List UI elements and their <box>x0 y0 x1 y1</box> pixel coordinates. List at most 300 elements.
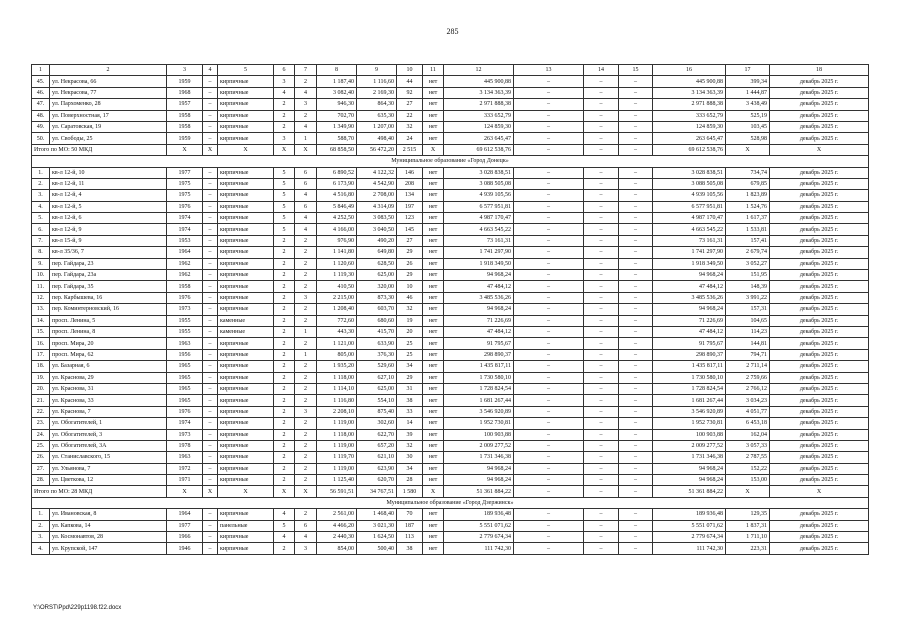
table-cell: декабрь 2025 г. <box>770 178 869 189</box>
table-cell: 2 679,74 <box>726 247 770 258</box>
table-cell: – <box>584 475 619 486</box>
table-cell: – <box>584 349 619 360</box>
table-cell: 1966 <box>167 532 203 543</box>
table-cell: декабрь 2025 г. <box>770 543 869 554</box>
table-cell: – <box>514 281 584 292</box>
table-cell: 734,74 <box>726 167 770 178</box>
table-row <box>32 304 869 315</box>
table-cell: – <box>619 87 653 98</box>
table-cell: 1964 <box>167 247 203 258</box>
table-cell: 1. <box>32 509 50 520</box>
table-cell: 21. <box>32 395 50 406</box>
table-cell: – <box>514 213 584 224</box>
table-cell: 679,85 <box>726 178 770 189</box>
table-cell: 635,30 <box>357 110 397 121</box>
table-cell: 1959 <box>167 133 203 144</box>
table-cell: – <box>584 292 619 303</box>
table-cell: – <box>619 326 653 337</box>
table-cell: ул. Станиславского, 15 <box>50 452 167 463</box>
table-cell: 2 009 277,52 <box>653 440 726 451</box>
table-cell: нет <box>423 326 444 337</box>
table-cell: 1 208,40 <box>317 304 357 315</box>
table-cell: кв-л 12-й, 11 <box>50 178 167 189</box>
table-cell: 263 645,47 <box>444 133 514 144</box>
table-cell: 4 987 170,47 <box>444 213 514 224</box>
table-cell: 4 <box>295 190 317 201</box>
table-cell: – <box>514 326 584 337</box>
table-cell: нет <box>423 235 444 246</box>
table-cell: 1955 <box>167 326 203 337</box>
table-cell: 445 900,88 <box>653 76 726 87</box>
table-cell: декабрь 2025 г. <box>770 258 869 269</box>
table-cell: 1976 <box>167 292 203 303</box>
table-cell: пер. Карбышева, 16 <box>50 292 167 303</box>
table-cell: – <box>584 178 619 189</box>
table-cell: 8. <box>32 247 50 258</box>
table-cell: 20. <box>32 383 50 394</box>
table-cell: 5 <box>274 224 295 235</box>
table-cell: 1962 <box>167 258 203 269</box>
table-cell: каменные <box>218 315 274 326</box>
table-cell: 1953 <box>167 235 203 246</box>
table-row <box>32 509 869 520</box>
table-cell: 1 119,30 <box>317 270 357 281</box>
table-cell: – <box>619 304 653 315</box>
table-cell: нет <box>423 99 444 110</box>
table-cell: 2 <box>274 258 295 269</box>
table-cell: 56 591,51 <box>317 486 357 497</box>
table-cell: 124 859,30 <box>444 121 514 132</box>
table-cell: ул. Саратовская, 19 <box>50 121 167 132</box>
table-cell: кв-л 12-й, 9 <box>50 224 167 235</box>
table-cell: – <box>514 361 584 372</box>
table-cell: – <box>514 235 584 246</box>
table-cell: – <box>514 201 584 212</box>
table-cell: – <box>514 76 584 87</box>
table-cell: декабрь 2025 г. <box>770 304 869 315</box>
table-cell: – <box>619 395 653 406</box>
table-cell: 2 <box>295 270 317 281</box>
section-heading: Муниципальное образование «Город Донецк» <box>32 156 869 167</box>
table-cell: – <box>619 383 653 394</box>
table-cell: 3 088 505,08 <box>653 178 726 189</box>
table-cell: – <box>514 486 584 497</box>
table-cell: 1975 <box>167 190 203 201</box>
table-cell: 47 484,12 <box>444 281 514 292</box>
table-cell: 2 <box>295 509 317 520</box>
table-cell: – <box>203 440 218 451</box>
table-cell: – <box>203 133 218 144</box>
table-cell: 4 <box>295 121 317 132</box>
table-cell: нет <box>423 87 444 98</box>
table-cell: 2 215,00 <box>317 292 357 303</box>
table-cell: 1 741 297,90 <box>653 247 726 258</box>
table-cell: 5 <box>274 167 295 178</box>
column-number-cell: 11 <box>423 65 444 76</box>
table-cell: 1 435 817,11 <box>444 361 514 372</box>
table-cell: 2 <box>295 281 317 292</box>
table-cell: 1 918 349,50 <box>653 258 726 269</box>
table-cell: 805,00 <box>317 349 357 360</box>
table-row <box>32 520 869 531</box>
table-cell: нет <box>423 121 444 132</box>
table-cell: – <box>619 532 653 543</box>
table-cell: 4 542,90 <box>357 178 397 189</box>
table-cell: 1965 <box>167 361 203 372</box>
table-cell: 588,70 <box>317 133 357 144</box>
table-cell: 1 728 824,54 <box>653 383 726 394</box>
table-cell: кв-л 12-й, 5 <box>50 201 167 212</box>
table-cell: нет <box>423 315 444 326</box>
table-cell: 30 <box>397 452 423 463</box>
table-cell: – <box>619 247 653 258</box>
table-cell: 94 968,24 <box>653 304 726 315</box>
table-cell: – <box>584 224 619 235</box>
table-cell: 625,00 <box>357 383 397 394</box>
table-cell: – <box>203 383 218 394</box>
table-cell: 1 114,10 <box>317 383 357 394</box>
table-cell: – <box>619 361 653 372</box>
table-cell: нет <box>423 429 444 440</box>
column-number-cell: 16 <box>653 65 726 76</box>
table-cell: 4. <box>32 543 50 554</box>
table-cell: – <box>619 235 653 246</box>
table-cell: 1974 <box>167 418 203 429</box>
table-cell: декабрь 2025 г. <box>770 167 869 178</box>
table-row <box>32 349 869 360</box>
table-cell: кирпичные <box>218 281 274 292</box>
table-cell: 71 226,69 <box>444 315 514 326</box>
table-cell: – <box>619 178 653 189</box>
table-cell: X <box>203 144 218 155</box>
table-cell: ул. Краснова, 7 <box>50 406 167 417</box>
table-cell: ул. Ивановская, 8 <box>50 509 167 520</box>
table-cell: 28 <box>397 475 423 486</box>
table-cell: кв-л 15-й, 9 <box>50 235 167 246</box>
table-cell: 24 <box>397 133 423 144</box>
table-cell: 1. <box>32 167 50 178</box>
table-cell: декабрь 2025 г. <box>770 372 869 383</box>
table-cell: декабрь 2025 г. <box>770 76 869 87</box>
table-cell: – <box>619 144 653 155</box>
table-cell: 94 968,24 <box>444 304 514 315</box>
table-cell: нет <box>423 509 444 520</box>
table-cell: 3 083,50 <box>357 213 397 224</box>
table-cell: – <box>619 486 653 497</box>
table-cell: кирпичные <box>218 121 274 132</box>
table-cell: 32 <box>397 440 423 451</box>
table-cell: – <box>514 383 584 394</box>
table-cell: – <box>203 315 218 326</box>
table-cell: нет <box>423 178 444 189</box>
table-cell: 6 577 951,81 <box>653 201 726 212</box>
table-cell: 3 <box>295 99 317 110</box>
table-cell: декабрь 2025 г. <box>770 315 869 326</box>
table-cell: 603,70 <box>357 304 397 315</box>
table-cell: X <box>218 486 274 497</box>
table-cell: – <box>514 532 584 543</box>
table-cell: 1 125,40 <box>317 475 357 486</box>
table-cell: 4 987 170,47 <box>653 213 726 224</box>
table-cell: 29 <box>397 247 423 258</box>
table-cell: 153,00 <box>726 475 770 486</box>
table-cell: 2 711,14 <box>726 361 770 372</box>
table-cell: – <box>514 190 584 201</box>
table-cell: – <box>203 213 218 224</box>
table-row <box>32 475 869 486</box>
table-cell: – <box>514 338 584 349</box>
table-cell: 157,31 <box>726 304 770 315</box>
table-cell: 1 118,00 <box>317 429 357 440</box>
table-cell: 111 742,30 <box>444 543 514 554</box>
table-cell: нет <box>423 372 444 383</box>
table-cell: – <box>203 167 218 178</box>
table-cell: 1 731 346,38 <box>653 452 726 463</box>
table-cell: 104,65 <box>726 315 770 326</box>
table-cell: ул. Ульянова, 7 <box>50 463 167 474</box>
table-cell: декабрь 2025 г. <box>770 247 869 258</box>
table-cell: 4 <box>295 224 317 235</box>
table-cell: – <box>584 406 619 417</box>
table-cell: – <box>584 270 619 281</box>
column-number-cell: 6 <box>274 65 295 76</box>
table-cell: кирпичные <box>218 361 274 372</box>
table-cell: пер. Гайдара, 35 <box>50 281 167 292</box>
table-cell: 623,90 <box>357 463 397 474</box>
table-cell: ул. Некрасова, 66 <box>50 76 167 87</box>
table-cell: – <box>514 315 584 326</box>
table-cell: 1963 <box>167 452 203 463</box>
table-cell: 625,00 <box>357 270 397 281</box>
table-cell: 46 <box>397 292 423 303</box>
column-number-cell: 2 <box>50 65 167 76</box>
table-cell: 2 <box>274 338 295 349</box>
table-cell: 2 <box>274 121 295 132</box>
table-cell: – <box>514 509 584 520</box>
table-cell: декабрь 2025 г. <box>770 326 869 337</box>
table-row <box>32 543 869 554</box>
table-cell: 1 730 580,10 <box>653 372 726 383</box>
table-cell: 1 349,90 <box>317 121 357 132</box>
table-cell: 1 468,40 <box>357 509 397 520</box>
table-cell: ул. Крупской, 147 <box>50 543 167 554</box>
table-cell: – <box>514 247 584 258</box>
table-cell: 1 187,40 <box>317 76 357 87</box>
table-cell: 1 617,37 <box>726 213 770 224</box>
table-cell: 4 <box>274 87 295 98</box>
table-cell: 34 767,51 <box>357 486 397 497</box>
table-cell: 22 <box>397 110 423 121</box>
table-cell: 189 936,48 <box>444 509 514 520</box>
table-cell: 864,30 <box>357 99 397 110</box>
table-cell: 4 314,09 <box>357 201 397 212</box>
table-cell: 794,71 <box>726 349 770 360</box>
table-cell: 2 <box>274 326 295 337</box>
table-cell: 1958 <box>167 121 203 132</box>
table-cell: 2 515 <box>397 144 423 155</box>
table-cell: – <box>514 418 584 429</box>
table-cell: – <box>203 338 218 349</box>
table-cell: 1 120,60 <box>317 258 357 269</box>
table-cell: – <box>203 543 218 554</box>
table-cell: 2 <box>274 270 295 281</box>
table-cell: 2 <box>295 440 317 451</box>
table-cell: – <box>584 258 619 269</box>
table-cell: 19 <box>397 315 423 326</box>
table-cell: 1 119,00 <box>317 440 357 451</box>
table-cell: 56 472,20 <box>357 144 397 155</box>
table-cell: 10. <box>32 270 50 281</box>
table-cell: кирпичные <box>218 133 274 144</box>
table-cell: 5. <box>32 213 50 224</box>
table-row <box>32 281 869 292</box>
table-cell: декабрь 2025 г. <box>770 349 869 360</box>
table-cell: 1965 <box>167 395 203 406</box>
table-cell: кв-л 12-й, 4 <box>50 190 167 201</box>
table-cell: кирпичные <box>218 440 274 451</box>
table-cell: – <box>584 486 619 497</box>
column-number-cell: 1 <box>32 65 50 76</box>
table-cell: – <box>619 406 653 417</box>
table-cell: 2 <box>295 110 317 121</box>
table-cell: 2 <box>274 452 295 463</box>
table-cell: – <box>514 452 584 463</box>
table-cell: – <box>203 224 218 235</box>
table-cell: 1 <box>295 326 317 337</box>
table-cell: – <box>584 418 619 429</box>
table-cell: 1974 <box>167 213 203 224</box>
table-cell: 2 779 674,34 <box>444 532 514 543</box>
table-cell: 187 <box>397 520 423 531</box>
table-cell: – <box>584 281 619 292</box>
table-cell: 1957 <box>167 99 203 110</box>
table-cell: 415,70 <box>357 326 397 337</box>
table-cell: – <box>203 121 218 132</box>
table-cell: 15. <box>32 326 50 337</box>
table-cell: 73 161,31 <box>653 235 726 246</box>
table-cell: 649,80 <box>357 247 397 258</box>
table-cell: 47 484,12 <box>653 326 726 337</box>
table-cell: ул. Обогатителей, 3А <box>50 440 167 451</box>
table-cell: 134 <box>397 190 423 201</box>
table-cell: – <box>514 258 584 269</box>
table-cell: – <box>514 270 584 281</box>
table-cell: 26 <box>397 258 423 269</box>
table-cell: 772,60 <box>317 315 357 326</box>
table-cell: 4 <box>274 532 295 543</box>
table-cell: 69 612 538,76 <box>444 144 514 155</box>
table-cell: 100 903,88 <box>444 429 514 440</box>
table-cell: кирпичные <box>218 509 274 520</box>
table-cell: X <box>295 144 317 155</box>
table-cell: декабрь 2025 г. <box>770 383 869 394</box>
column-number-cell: 15 <box>619 65 653 76</box>
table-cell: 1 <box>295 349 317 360</box>
table-cell: 3 <box>295 406 317 417</box>
table-cell: 2 <box>274 304 295 315</box>
table-cell: X <box>726 486 770 497</box>
table-cell: нет <box>423 475 444 486</box>
table-cell: нет <box>423 338 444 349</box>
table-row <box>32 406 869 417</box>
table-cell: 68 858,50 <box>317 144 357 155</box>
table-cell: 27 <box>397 235 423 246</box>
table-cell: 4 939 105,56 <box>444 190 514 201</box>
table-cell: 1959 <box>167 76 203 87</box>
table-cell: X <box>423 486 444 497</box>
table-cell: 1965 <box>167 383 203 394</box>
table-cell: – <box>514 224 584 235</box>
table-cell: – <box>584 440 619 451</box>
table-cell: – <box>203 509 218 520</box>
table-cell: 500,40 <box>357 543 397 554</box>
table-cell: 5 <box>274 520 295 531</box>
table-cell: ул. Некрасова, 77 <box>50 87 167 98</box>
table-cell: X <box>274 144 295 155</box>
table-cell: ул. Капкова, 14 <box>50 520 167 531</box>
table-cell: пер. Гайдара, 23а <box>50 270 167 281</box>
table-cell: – <box>619 201 653 212</box>
table-cell: – <box>584 361 619 372</box>
table-cell: 2 <box>274 315 295 326</box>
table-cell: 5 551 071,62 <box>444 520 514 531</box>
column-number-cell: 14 <box>584 65 619 76</box>
table-cell: – <box>619 133 653 144</box>
table-cell: 1 207,00 <box>357 121 397 132</box>
table-cell: кирпичные <box>218 338 274 349</box>
table-cell: 1 935,20 <box>317 361 357 372</box>
table-cell: 208 <box>397 178 423 189</box>
table-cell: 621,10 <box>357 452 397 463</box>
table-cell: – <box>203 372 218 383</box>
table-cell: 145 <box>397 224 423 235</box>
table-cell: – <box>619 224 653 235</box>
table-cell: – <box>514 99 584 110</box>
table-cell: 29 <box>397 270 423 281</box>
total-row <box>32 144 869 155</box>
table-cell: – <box>514 304 584 315</box>
table-cell: – <box>584 247 619 258</box>
table-cell: 1 918 349,50 <box>444 258 514 269</box>
table-cell: 1973 <box>167 304 203 315</box>
table-cell: – <box>203 520 218 531</box>
table-cell: ул. Базарная, 6 <box>50 361 167 372</box>
table-cell: – <box>203 429 218 440</box>
table-cell: 24. <box>32 429 50 440</box>
table-cell: нет <box>423 418 444 429</box>
table-cell: 3 <box>295 292 317 303</box>
table-cell: – <box>514 463 584 474</box>
table-cell: – <box>619 463 653 474</box>
table-cell: 333 652,79 <box>653 110 726 121</box>
table-cell: 529,60 <box>357 361 397 372</box>
table-cell: – <box>203 349 218 360</box>
table-cell: 4 122,32 <box>357 167 397 178</box>
table-row <box>32 338 869 349</box>
table-cell: – <box>584 452 619 463</box>
table-cell: 152,22 <box>726 463 770 474</box>
table-cell: нет <box>423 463 444 474</box>
table-cell: – <box>584 520 619 531</box>
table-cell: 1 524,76 <box>726 201 770 212</box>
table-cell: нет <box>423 361 444 372</box>
table-cell: 873,30 <box>357 292 397 303</box>
table-cell: 2 779 674,34 <box>653 532 726 543</box>
table-cell: – <box>619 121 653 132</box>
table-cell: 702,70 <box>317 110 357 121</box>
table-cell: 94 968,24 <box>653 463 726 474</box>
table-cell: 2 <box>295 452 317 463</box>
